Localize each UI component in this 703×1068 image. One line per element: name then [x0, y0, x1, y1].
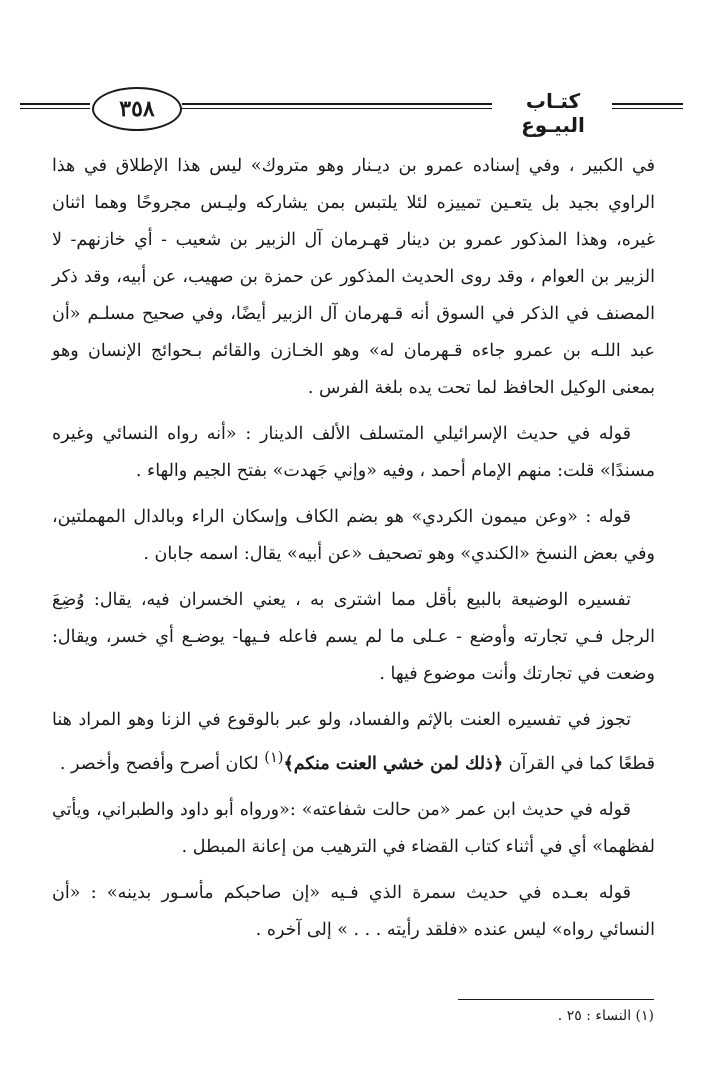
- page-number: ٣٥٨: [92, 87, 182, 131]
- footnote-separator: [458, 999, 654, 1000]
- page-header: [20, 83, 683, 137]
- paragraph-text: تجوز في تفسيره العنت بالإثم والفساد، ولو عبر بالوقوع في الزنا وهو المراد هنا قطعًا كما في القرآن: [52, 710, 655, 774]
- paragraph: قوله : «وعن ميمون الكردي» هو بضم الكاف وإسكان الراء وبالدال المهملتين، وفي بعض النسخ «الكندي» وهو تصحيف «عن أبيه» يقال: اسمه جابان .: [52, 507, 655, 564]
- header-rule-right: [612, 103, 683, 115]
- footnote-marker: (١): [264, 749, 284, 766]
- paragraph: قوله في حديث ابن عمر «من حالت شفاعته» :«ورواه أبو داود والطبراني، ويأتي لفظهما» أي في أثناء كتاب القضاء في الترهيب من إعانة المبطل .: [52, 799, 655, 857]
- body-text: [52, 148, 655, 958]
- paragraph-text: لكان أصرح وأفصح وأخصر .: [59, 753, 265, 774]
- running-title: كتـاب البيـوع: [521, 89, 585, 137]
- paragraph: [52, 702, 655, 783]
- paragraph: في الكبير ، وفي إسناده عمرو بن ديـنار وهو متروك» ليس هذا الإطلاق في هذا الراوي بجيد بل يتعـين تمييزه لئلا يلتبس بمن يشاركه وليـس مجروحًا وهما اثنان غيره، وهذا المذكور عمرو بن دينار قهـرمان آل الزبير بن شعيب - أي خازنهم- لا الزبير بن العوام ، وقد روى الحديث المذكور عن حمزة بن صهيب، عن أبيه، وقد ذكر المصنف في الذكر في السوق أنه قـهرمان آل الزبير أيضًا، وفي صحيح مسلـم «أن عبد اللـه بن عمرو جاءه قـهرمان له» وهو الخـازن والقائم بـحوائج الإنسان وهو بمعنى الوكيل الحافظ لما تحت يده بلغة الفرس .: [52, 156, 655, 398]
- quran-verse: ﴿ذلك لمن خشي العنت منكم﴾: [283, 753, 504, 774]
- header-rule-middle: [182, 103, 492, 115]
- footnote: (١) النساء : ٢٥ .: [557, 1008, 654, 1024]
- header-rule-left: [20, 103, 90, 115]
- paragraph: قوله في حديث الإسرائيلي المتسلف الألف الدينار : «أنه رواه النسائي وغيره مسندًا» قلت: منهم الإمام أحمد ، وفيه «وإني جَهدت» بفتح الجيم والهاء .: [52, 424, 655, 481]
- paragraph: قوله بعـده في حديث سمرة الذي فـيه «إن صاحبكم مأسـور بدينه» : «أن النسائي رواه» ليس عنده «فلقد رأيته . . . » إلى آخره .: [52, 882, 655, 940]
- paragraph: تفسيره الوضيعة بالبيع بأقل مما اشترى به ، يعني الخسران فيه، يقال: وُضِعَ الرجل فـي تجارته وأوضع - عـلى ما لم يسم فاعله فـيها- يوضـع أي خسر، ويقال: وضعت في تجارتك وأنت موضوع فيها .: [52, 590, 655, 684]
